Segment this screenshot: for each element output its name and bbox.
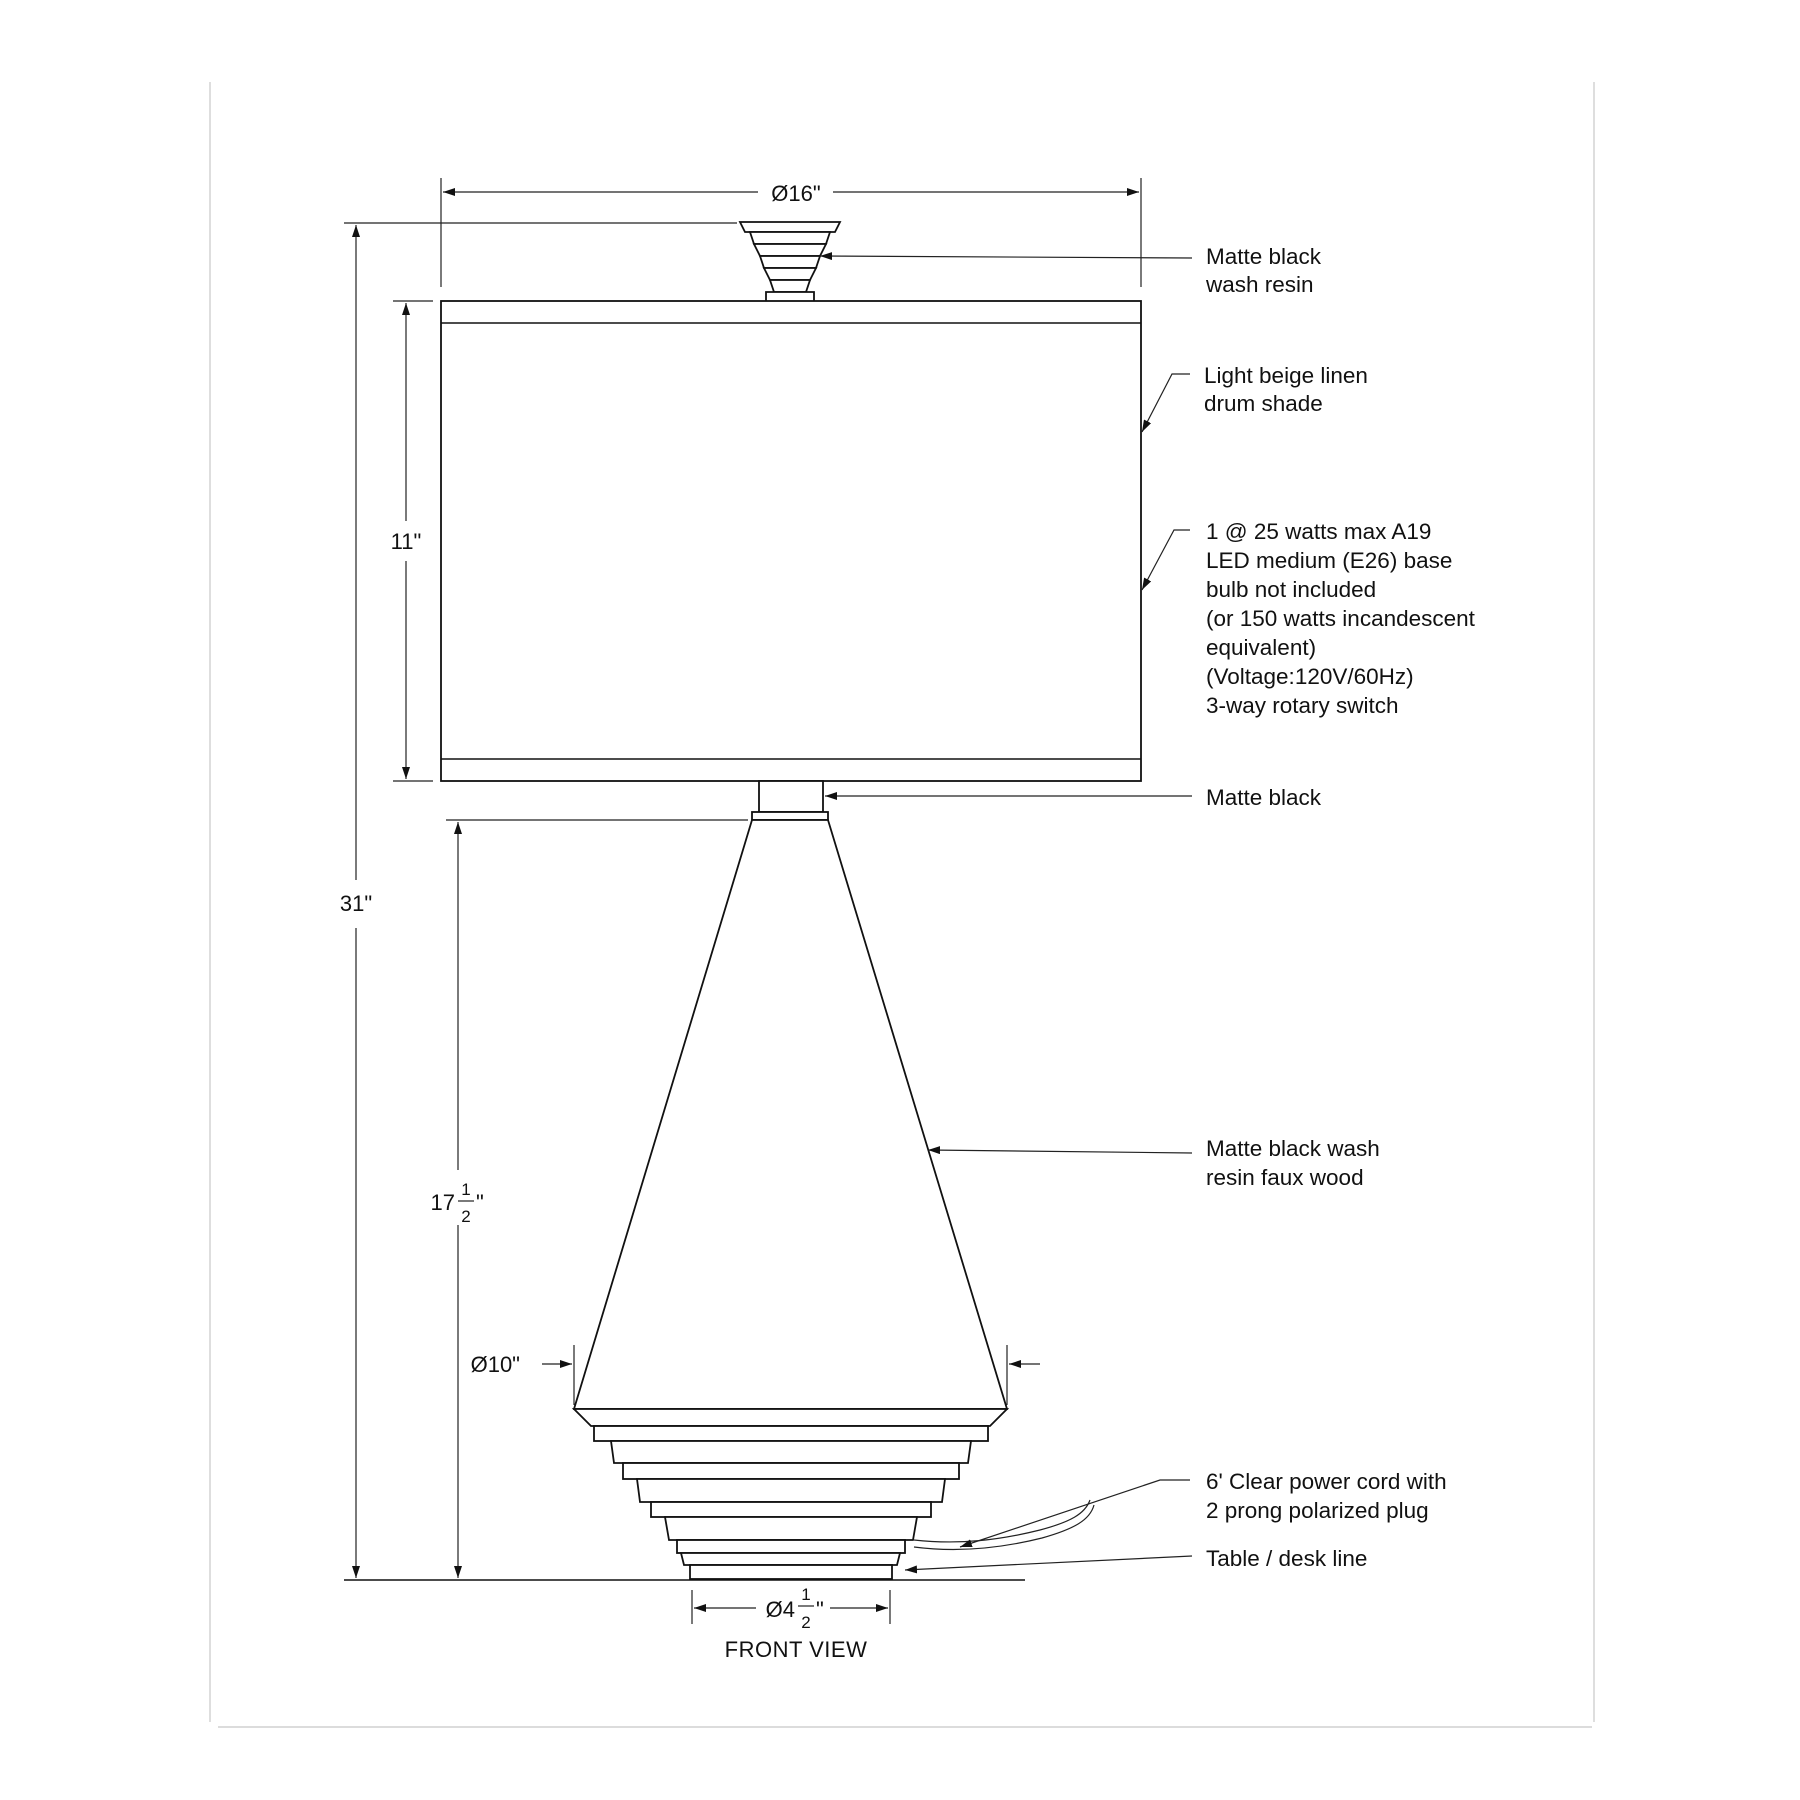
- svg-text:2: 2: [461, 1207, 471, 1226]
- base-height-label: [431, 1180, 484, 1226]
- svg-text:Light beige linen: Light beige linen: [1204, 363, 1368, 388]
- svg-text:2 prong polarized plug: 2 prong polarized plug: [1206, 1498, 1429, 1523]
- svg-text:1: 1: [461, 1180, 471, 1199]
- svg-text:": ": [816, 1597, 824, 1622]
- svg-text:Matte black wash: Matte black wash: [1206, 1136, 1380, 1161]
- svg-text:2: 2: [801, 1613, 811, 1632]
- callout-neck: [1206, 785, 1322, 810]
- svg-text:resin faux wood: resin faux wood: [1206, 1165, 1364, 1190]
- svg-text:LED medium (E26) base: LED medium (E26) base: [1206, 548, 1453, 573]
- callout-finial: [1205, 244, 1322, 297]
- drum-shade: [441, 301, 1141, 781]
- lamp-drawing: [344, 222, 1141, 1580]
- svg-text:drum shade: drum shade: [1204, 391, 1323, 416]
- svg-text:Ø4: Ø4: [765, 1597, 795, 1622]
- shade-height-label: 11": [390, 529, 422, 554]
- neck: [752, 781, 828, 820]
- svg-text:Matte black: Matte black: [1206, 244, 1322, 269]
- finial: [740, 222, 840, 302]
- callout-bulb: [1206, 519, 1476, 718]
- callout-body: [1206, 1136, 1380, 1190]
- overall-height-label: 31": [339, 891, 373, 916]
- svg-text:equivalent): equivalent): [1206, 635, 1317, 660]
- cone-body: [574, 820, 1007, 1409]
- svg-text:bulb not included: bulb not included: [1206, 577, 1377, 602]
- shade-diameter-label: Ø16": [771, 181, 821, 206]
- foot-diameter-label: [766, 1585, 824, 1632]
- base-diameter-label: Ø10": [470, 1352, 520, 1377]
- view-title: FRONT VIEW: [724, 1637, 868, 1662]
- callout-table: [1206, 1546, 1367, 1571]
- svg-text:Table / desk line: Table / desk line: [1206, 1546, 1368, 1571]
- stepped-base: [574, 1409, 1007, 1579]
- svg-text:1: 1: [801, 1585, 811, 1604]
- svg-text:Matte black: Matte black: [1206, 785, 1322, 810]
- svg-text:1 @ 25 watts max A19: 1 @ 25 watts max A19: [1206, 519, 1432, 544]
- svg-text:(Voltage:120V/60Hz): (Voltage:120V/60Hz): [1206, 664, 1414, 689]
- svg-text:": ": [476, 1190, 484, 1215]
- svg-text:3-way rotary switch: 3-way rotary switch: [1206, 693, 1399, 718]
- svg-text:wash resin: wash resin: [1206, 272, 1314, 297]
- callout-cord: [1206, 1469, 1447, 1523]
- svg-text:17: 17: [430, 1190, 455, 1215]
- power-cord: [914, 1500, 1094, 1550]
- callout-shade: [1204, 363, 1368, 416]
- svg-text:(or 150 watts incandescent: (or 150 watts incandescent: [1206, 606, 1475, 631]
- svg-text:6' Clear power cord with: 6' Clear power cord with: [1206, 1469, 1447, 1494]
